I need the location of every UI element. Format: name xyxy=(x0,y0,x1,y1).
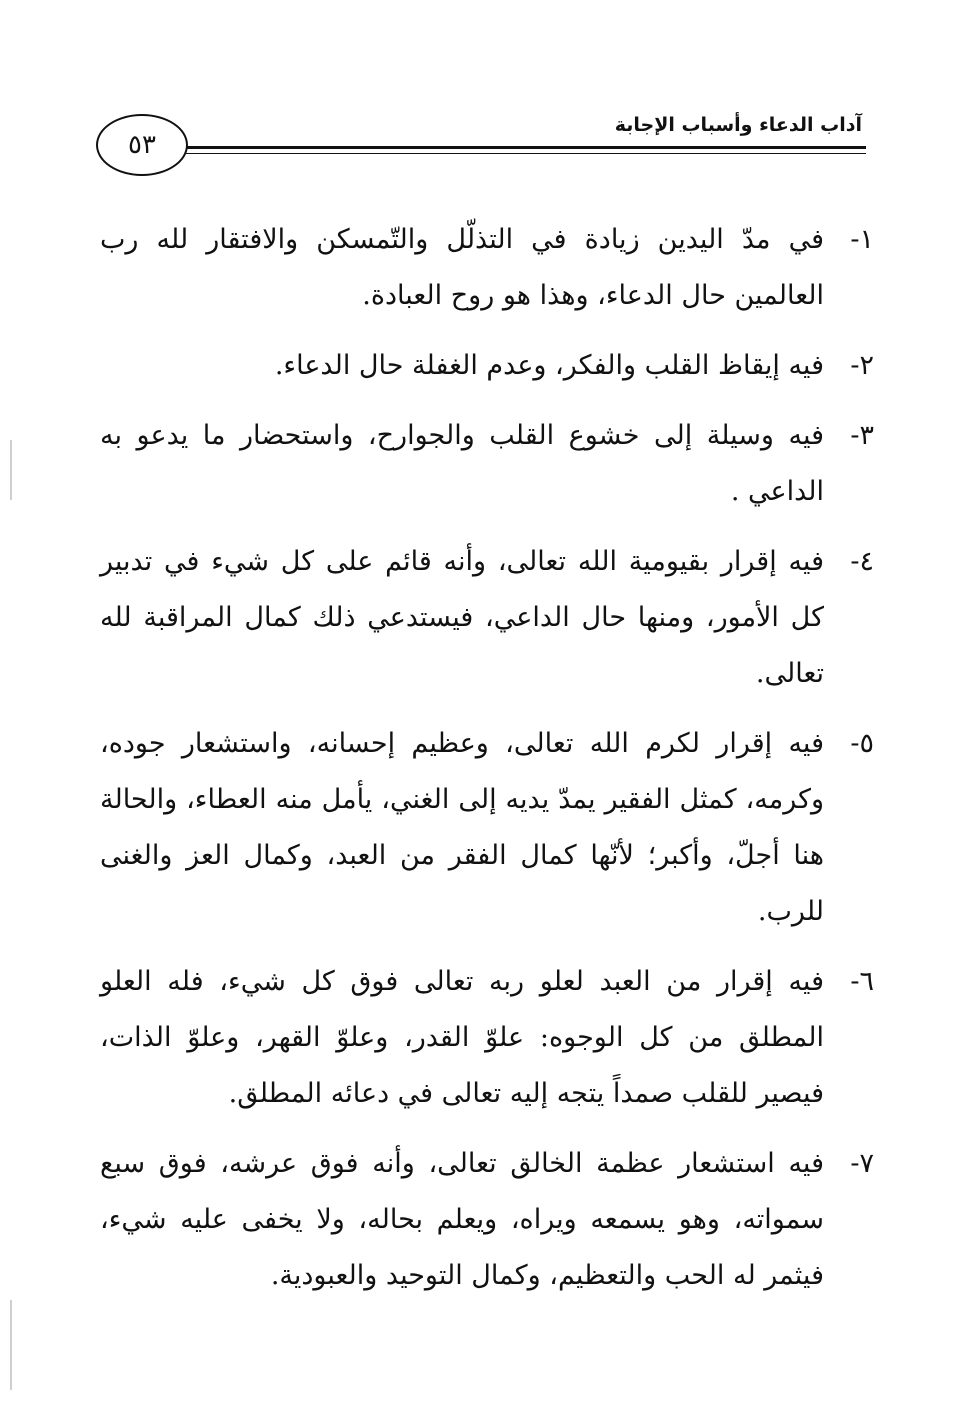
item-number: ٤- xyxy=(850,546,874,577)
item-number: ٥- xyxy=(850,728,874,759)
header-rule-thick xyxy=(184,146,866,149)
scan-margin-mark xyxy=(10,440,12,500)
list-item xyxy=(100,716,874,940)
item-text: فيه إقرار بقيومية الله تعالى، وأنه قائم على كل شيء في تدبير كل الأمور، ومنها حال الداعي، فيستدعي ذلك كمال المراقبة لله تعالى. xyxy=(100,546,824,689)
header-rule-thin xyxy=(184,153,866,154)
running-title: آداب الدعاء وأسباب الإجابة xyxy=(607,114,862,136)
list-item xyxy=(100,1136,874,1304)
item-text: في مدّ اليدين زيادة في التذلّل والتّمسكن والافتقار لله رب العالمين حال الدعاء، وهذا هو روح العبادة. xyxy=(100,224,824,311)
item-text: فيه إقرار من العبد لعلو ربه تعالى فوق كل شيء، فله العلو المطلق من كل الوجوه: علوّ القدر، وعلوّ القهر، وعلوّ الذات، فيصير للقلب صمداً يتجه إليه تعالى في دعائه المطلق. xyxy=(100,966,824,1109)
item-number: ٧- xyxy=(850,1148,874,1179)
list-item xyxy=(100,212,874,324)
scan-margin-mark xyxy=(10,1300,12,1390)
item-number: ٦- xyxy=(850,966,874,997)
item-text: فيه إقرار لكرم الله تعالى، وعظيم إحسانه، واستشعار جوده، وكرمه، كمثل الفقير يمدّ يديه إلى الغني، يأمل منه العطاء، والحالة هنا أجلّ، وأكبر؛ لأنّها كمال الفقر من العبد، وكمال العز والغنى للرب. xyxy=(100,728,824,927)
item-number: ٣- xyxy=(850,420,874,451)
page-body xyxy=(100,212,874,1318)
item-text: فيه إيقاظ القلب والفكر، وعدم الغفلة حال الدعاء. xyxy=(274,350,824,381)
item-number: ٢- xyxy=(850,350,874,381)
page-header xyxy=(96,108,866,212)
item-text: فيه وسيلة إلى خشوع القلب والجوارح، واستحضار ما يدعو به الداعي . xyxy=(100,420,824,507)
list-item xyxy=(100,408,874,520)
list-item xyxy=(100,338,874,394)
item-text: فيه استشعار عظمة الخالق تعالى، وأنه فوق عرشه، فوق سبع سمواته، وهو يسمعه ويراه، ويعلم بحاله، ولا يخفى عليه شيء، فيثمر له الحب والتعظيم، وكمال التوحيد والعبودية. xyxy=(100,1148,824,1291)
item-number: ١- xyxy=(850,224,874,255)
list-item xyxy=(100,534,874,702)
page-number: ٥٣ xyxy=(96,114,188,176)
list-item xyxy=(100,954,874,1122)
